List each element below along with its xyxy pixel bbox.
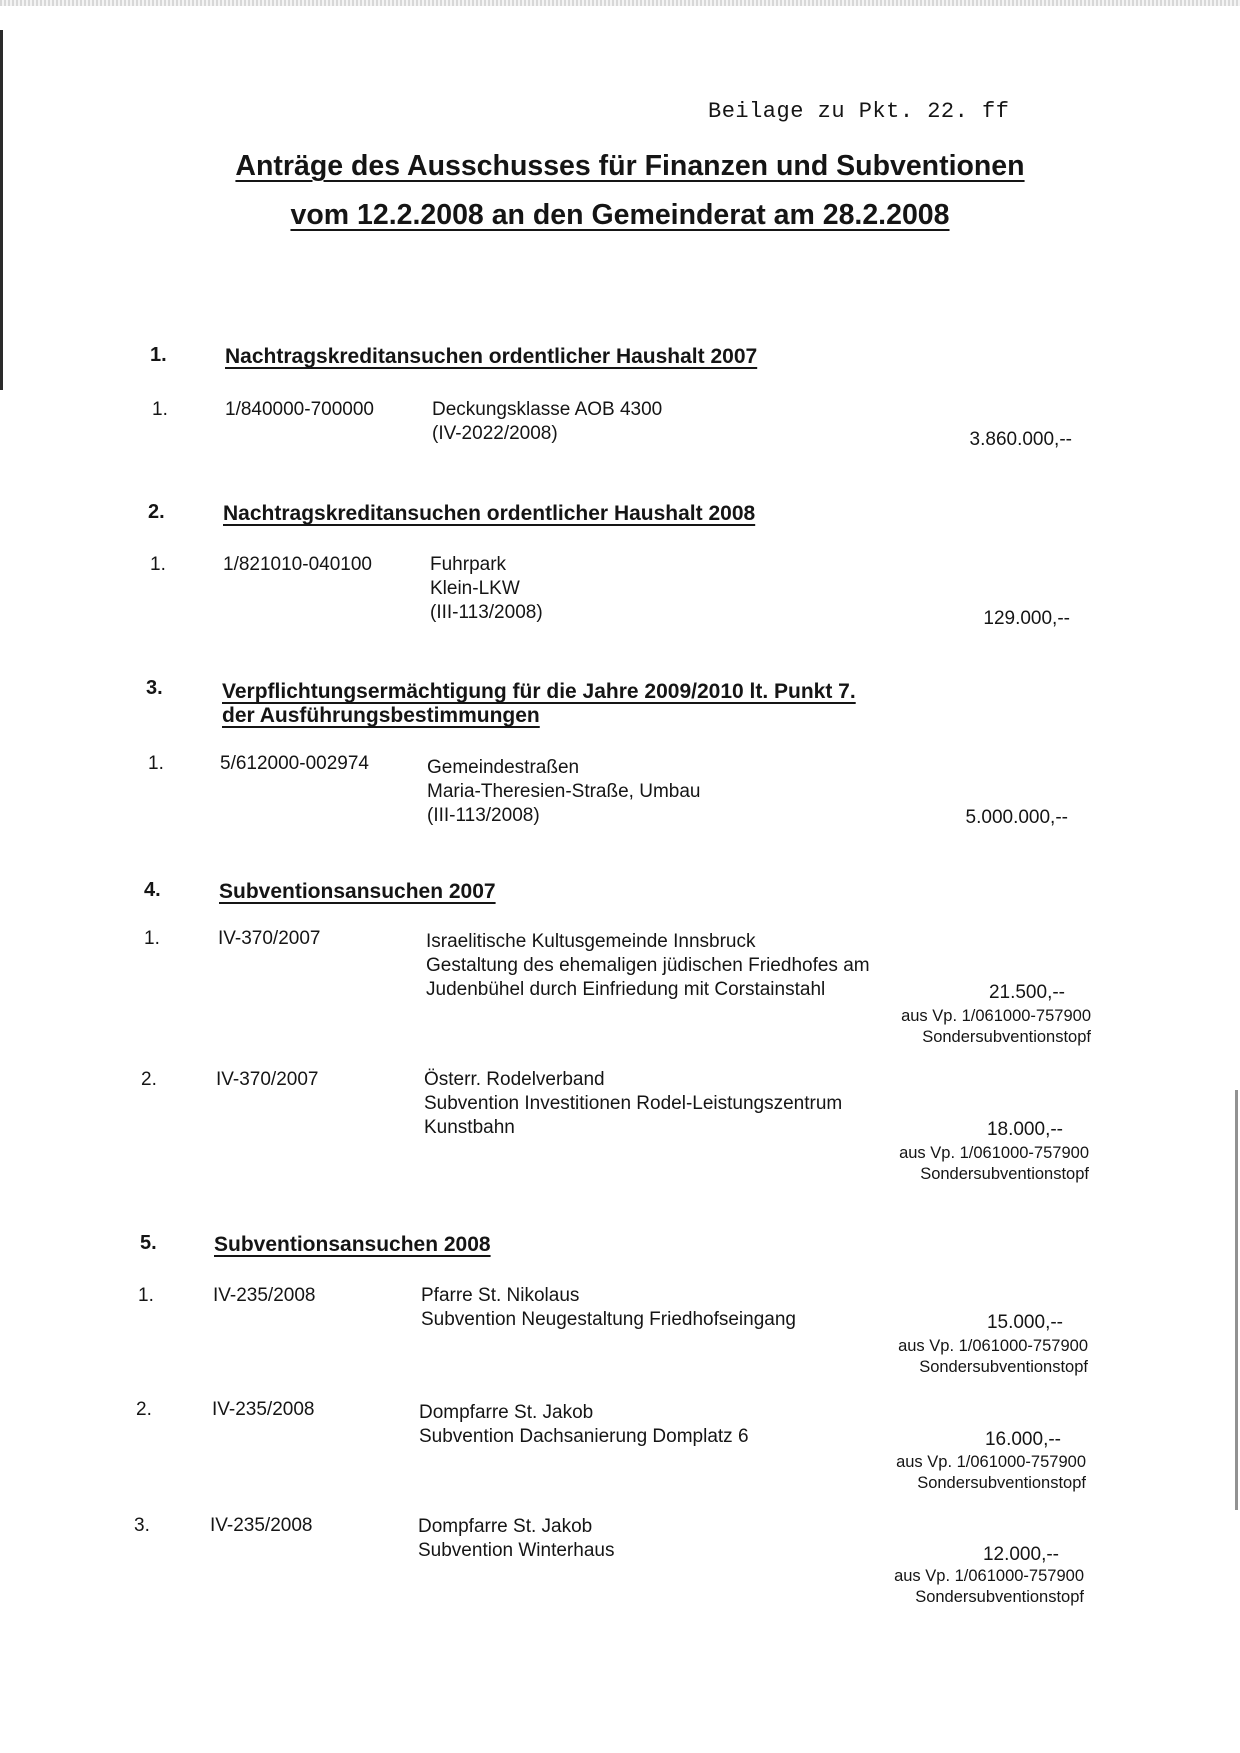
section-number: 4.: [144, 879, 161, 901]
item-amount: 12.000,--: [982, 1544, 1059, 1565]
item-number: 1.: [144, 928, 160, 949]
item-amount: 3.860.000,--: [969, 429, 1072, 450]
item-description: Deckungsklasse AOB 4300 (IV-2022/2008): [432, 399, 663, 444]
section-title: Nachtragskreditansuchen ordentlicher Haushalt 2008: [223, 502, 756, 525]
item-number: 1.: [138, 1285, 154, 1306]
item-code: IV-370/2007: [218, 928, 321, 949]
section-title: Nachtragskreditansuchen ordentlicher Haushalt 2007: [225, 345, 758, 368]
item-amount: 5.000.000,--: [965, 807, 1068, 828]
section-title: Subventionsansuchen 2008: [214, 1233, 491, 1256]
item-code: 5/612000-002974: [220, 753, 369, 774]
item-number: 1.: [150, 554, 166, 575]
section-number: 2.: [148, 501, 165, 523]
item-source: aus Vp. 1/061000-757900 Sondersubventionstopf: [894, 1567, 1084, 1606]
scan-edge-top: [0, 0, 1240, 6]
document-title: Anträge des Ausschusses für Finanzen und Subventionen: [235, 150, 1025, 182]
item-source: aus Vp. 1/061000-757900 Sondersubventionstopf: [899, 1144, 1089, 1183]
item-source: aus Vp. 1/061000-757900 Sondersubventionstopf: [898, 1337, 1088, 1376]
item-amount: 16.000,--: [984, 1429, 1061, 1450]
item-description: Fuhrpark Klein-LKW (III-113/2008): [430, 554, 543, 623]
item-number: 1.: [148, 753, 164, 774]
item-description: Dompfarre St. Jakob Subvention Winterhaus: [418, 1516, 615, 1561]
item-amount: 18.000,--: [986, 1119, 1063, 1140]
item-description: Israelitische Kultusgemeinde Innsbruck Gestaltung des ehemaligen jüdischen Friedhofes am Judenbühel durch Einfriedung mit Corstainstahl: [426, 931, 870, 1000]
item-source: aus Vp. 1/061000-757900 Sondersubventionstopf: [901, 1007, 1091, 1046]
item-number: 2.: [136, 1399, 152, 1420]
item-description: Pfarre St. Nikolaus Subvention Neugestaltung Friedhofseingang: [421, 1285, 796, 1330]
section-title: Subventionsansuchen 2007: [219, 880, 496, 903]
section-title: Verpflichtungsermächtigung für die Jahre 2009/2010 lt. Punkt 7. der Ausführungsbestimmungen: [222, 680, 856, 727]
item-source: aus Vp. 1/061000-757900 Sondersubventionstopf: [896, 1453, 1086, 1492]
item-code: IV-235/2008: [213, 1285, 316, 1306]
document-subtitle: vom 12.2.2008 an den Gemeinderat am 28.2.2008: [290, 199, 950, 231]
scan-edge-right: [1235, 1090, 1238, 1510]
item-number: 2.: [141, 1069, 157, 1090]
item-number: 1.: [152, 399, 168, 420]
item-code: 1/821010-040100: [223, 554, 372, 575]
item-code: IV-370/2007: [216, 1069, 319, 1090]
item-description: Gemeindestraßen Maria-Theresien-Straße, Umbau (III-113/2008): [427, 757, 701, 826]
item-code: IV-235/2008: [210, 1515, 313, 1536]
item-amount: 15.000,--: [986, 1312, 1063, 1333]
item-code: 1/840000-700000: [225, 399, 374, 420]
section-number: 1.: [150, 344, 167, 366]
item-number: 3.: [134, 1515, 150, 1536]
item-code: IV-235/2008: [212, 1399, 315, 1420]
section-number: 3.: [146, 677, 163, 699]
item-description: Österr. Rodelverband Subvention Investitionen Rodel-Leistungszentrum Kunstbahn: [424, 1069, 843, 1138]
item-amount: 129.000,--: [983, 608, 1070, 629]
section-number: 5.: [140, 1232, 157, 1254]
item-amount: 21.500,--: [988, 982, 1065, 1003]
item-description: Dompfarre St. Jakob Subvention Dachsanierung Domplatz 6: [419, 1402, 749, 1447]
attachment-reference: Beilage zu Pkt. 22. ff: [708, 99, 1010, 124]
